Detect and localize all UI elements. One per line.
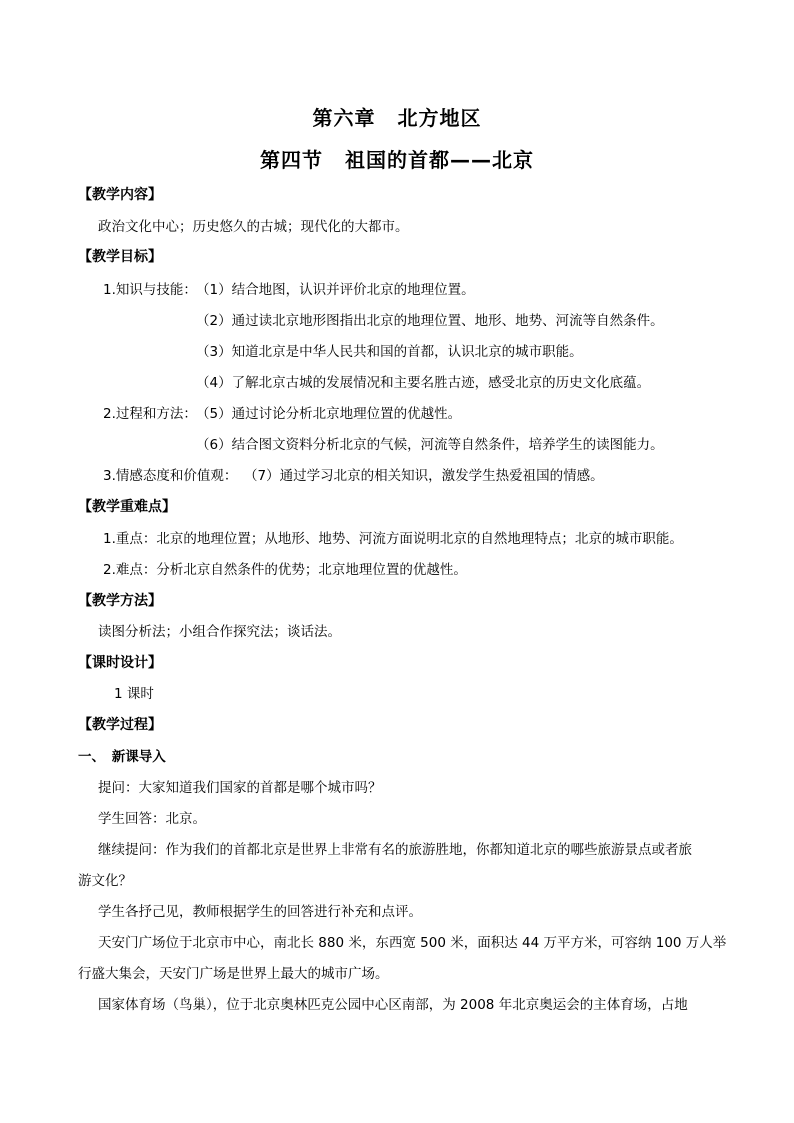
goal-3-item: （7）通过学习北京的相关知识，激发学生热爱祖国的情感。: [244, 468, 604, 484]
process-step-1: 一、 新课导入: [78, 749, 166, 765]
goals-heading: 【教学目标】: [78, 249, 162, 265]
key-points-heading: 【教学重难点】: [78, 499, 176, 515]
section-name: 祖国的首都——北京: [345, 148, 534, 172]
period-heading: 【课时设计】: [78, 655, 162, 671]
content-text: 政治文化中心；历史悠久的古城；现代化的大都市。: [98, 219, 409, 235]
period-text: 1 课时: [114, 686, 154, 702]
process-line-7: 行盛大集会，天安门广场是世界上最大的城市广场。: [78, 966, 389, 982]
content-heading: 【教学内容】: [78, 187, 162, 203]
section-title: [0, 144, 794, 173]
chapter-title: [0, 102, 794, 131]
goal-1-item-4: （4）了解北京古城的发展情况和主要名胜古迹，感受北京的历史文化底蕴。: [196, 375, 651, 391]
process-line-6: 天安门广场位于北京市中心，南北长 880 米，东西宽 500 米，面积达 44 万平方米，可容纳 100 万人举: [98, 935, 727, 951]
goal-3-label: 3.情感态度和价值观：: [103, 468, 238, 484]
method-heading: 【教学方法】: [78, 593, 162, 609]
goal-2-label: 2.过程和方法：: [103, 406, 197, 422]
section-number: 第四节: [260, 148, 323, 172]
key-point-2: 2.难点：分析北京自然条件的优势；北京地理位置的优越性。: [103, 562, 467, 578]
process-heading: 【教学过程】: [78, 717, 162, 733]
goal-1-item-1: （1）结合地图，认识并评价北京的地理位置。: [196, 282, 475, 298]
process-line-4: 游文化？: [78, 873, 132, 889]
process-line-5: 学生各抒己见，教师根据学生的回答进行补充和点评。: [98, 904, 422, 920]
chapter-number: 第六章: [312, 106, 376, 130]
chapter-name: 北方地区: [397, 106, 482, 130]
process-line-1: 提问：大家知道我们国家的首都是哪个城市吗？: [98, 780, 382, 796]
process-line-3: 继续提问：作为我们的首都北京是世界上非常有名的旅游胜地，你都知道北京的哪些旅游景点或者旅: [98, 842, 692, 858]
goal-2-item-1: （5）通过讨论分析北京地理位置的优越性。: [196, 406, 462, 422]
goal-2-item-2: （6）结合图文资料分析北京的气候，河流等自然条件，培养学生的读图能力。: [196, 437, 664, 453]
key-point-1: 1.重点：北京的地理位置；从地形、地势、河流方面说明北京的自然地理特点；北京的城市职能。: [103, 531, 683, 547]
goal-1-item-2: （2）通过读北京地形图指出北京的地理位置、地形、地势、河流等自然条件。: [196, 313, 664, 329]
process-line-8: 国家体育场（鸟巢），位于北京奥林匹克公园中心区南部，为 2008 年北京奥运会的主体育场，占地: [98, 997, 688, 1013]
method-text: 读图分析法；小组合作探究法；谈话法。: [98, 624, 341, 640]
goal-1-item-3: （3）知道北京是中华人民共和国的首都，认识北京的城市职能。: [196, 344, 583, 360]
process-line-2: 学生回答：北京。: [98, 811, 206, 827]
goal-1-label: 1.知识与技能：: [103, 282, 197, 298]
